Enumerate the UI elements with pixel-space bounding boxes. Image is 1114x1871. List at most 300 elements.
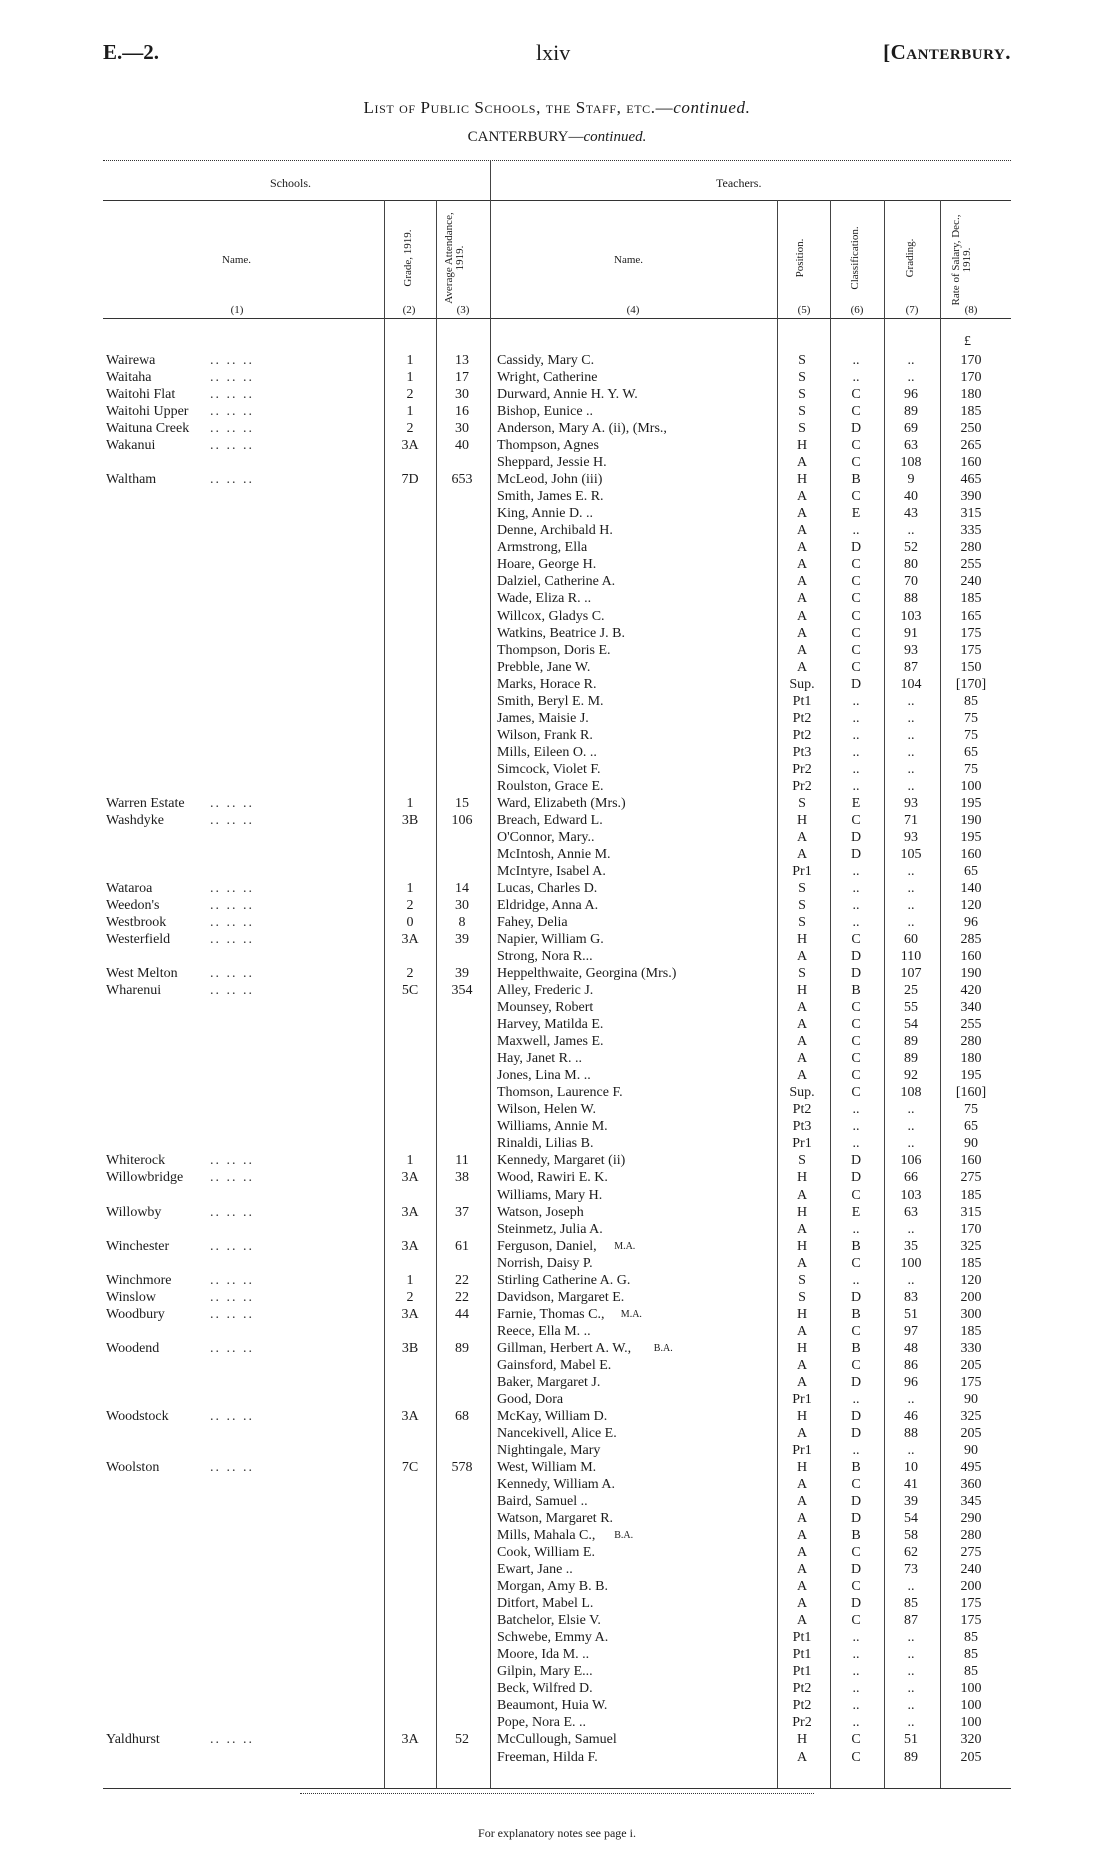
- table-row: [0, 454, 1114, 471]
- teacher-salary: 85: [964, 1647, 978, 1663]
- table-bottom-rule: [103, 1788, 1011, 1789]
- teacher-classification: C: [851, 1034, 861, 1050]
- leader-dots: .. .. ..: [210, 1408, 254, 1424]
- teacher-classification: B: [851, 1460, 861, 1475]
- table-row: [0, 556, 1114, 573]
- teacher-classification: D: [850, 676, 862, 692]
- school-name: Waitohi Upper: [106, 404, 189, 420]
- teacher-salary: 325: [960, 1238, 982, 1254]
- school-grade: 1: [406, 795, 414, 811]
- table-row: [0, 1323, 1114, 1340]
- table-row: [0, 1135, 1114, 1152]
- teacher-name: Roulston, Grace E.: [497, 778, 604, 794]
- table-row: [0, 1493, 1114, 1510]
- col-header-grading: Grading.: [904, 238, 916, 278]
- teacher-position: Pr2: [792, 1715, 812, 1731]
- teacher-classification: ..: [852, 1664, 860, 1680]
- school-name: Westerfield: [106, 932, 171, 947]
- teacher-name: Heppelthwaite, Georgina (Mrs.): [497, 966, 677, 982]
- table-bottom-dotted-rule: [300, 1793, 814, 1794]
- teacher-position: A: [796, 829, 808, 845]
- teacher-name: Fahey, Delia: [497, 915, 568, 930]
- average-attendance: 37: [455, 1204, 469, 1220]
- teacher-name: Beck, Wilfred D.: [497, 1681, 593, 1697]
- table-row: [0, 778, 1114, 795]
- table-row: [0, 897, 1114, 914]
- table-row: [0, 744, 1114, 761]
- school-name: Whiterock: [106, 1153, 166, 1169]
- teacher-salary: 65: [964, 1119, 978, 1135]
- teacher-salary: 140: [960, 880, 982, 896]
- table-row: [0, 1050, 1114, 1067]
- teacher-name: Ward, Elizabeth (Mrs.): [497, 795, 626, 811]
- teacher-salary: 170: [960, 370, 982, 385]
- teacher-salary: 275: [960, 1545, 982, 1561]
- teacher-name: Nightingale, Mary: [497, 1442, 601, 1458]
- teacher-salary: 240: [960, 1562, 982, 1578]
- teacher-grading: 88: [904, 591, 918, 607]
- table-row: [0, 1663, 1114, 1680]
- teacher-grading: 87: [904, 1613, 918, 1629]
- teacher-name: Jones, Lina M. ..: [497, 1068, 591, 1084]
- teacher-classification: D: [850, 421, 862, 437]
- teacher-grading: 86: [904, 1357, 918, 1373]
- teacher-classification: ..: [852, 1221, 860, 1237]
- teacher-classification: E: [851, 795, 861, 811]
- teacher-grading: 91: [904, 625, 918, 641]
- subtitle-continued: continued.: [583, 129, 647, 145]
- teacher-salary: 420: [960, 983, 982, 999]
- teacher-name: McIntyre, Isabel A.: [497, 863, 606, 879]
- teacher-position: A: [796, 1494, 808, 1509]
- teacher-salary: 205: [960, 1425, 982, 1441]
- teacher-position: Pr1: [792, 1391, 812, 1407]
- teacher-name: Smith, Beryl E. M.: [497, 693, 604, 709]
- school-grade: 2: [406, 387, 414, 403]
- teacher-position: A: [796, 1528, 808, 1544]
- teacher-salary: 100: [960, 778, 982, 794]
- school-name: Wataroa: [106, 880, 153, 896]
- table-row: [0, 1221, 1114, 1238]
- school-grade: 2: [406, 1289, 414, 1305]
- teacher-salary: 290: [960, 1511, 982, 1526]
- teacher-grading: ..: [907, 778, 915, 794]
- teacher-position: A: [796, 949, 808, 965]
- teacher-grading: 80: [904, 557, 918, 573]
- teacher-classification: C: [851, 1579, 861, 1595]
- school-grade: 1: [406, 404, 414, 420]
- table-row: [0, 659, 1114, 676]
- teacher-grading: 41: [904, 1477, 918, 1492]
- average-attendance: 68: [455, 1408, 469, 1424]
- average-attendance: 106: [451, 812, 473, 828]
- teacher-name: Cook, William E.: [497, 1545, 595, 1561]
- teacher-grading: 58: [904, 1528, 918, 1544]
- teacher-name: Moore, Ida M. ..: [497, 1647, 590, 1663]
- table-row: [0, 573, 1114, 590]
- teacher-name: Eldridge, Anna A.: [497, 898, 599, 913]
- teacher-position: A: [796, 1034, 808, 1050]
- school-grade: 3A: [401, 1408, 419, 1424]
- table-row: [0, 693, 1114, 710]
- teacher-name: Morgan, Amy B. B.: [497, 1579, 608, 1595]
- col-number: (7): [905, 304, 919, 316]
- teacher-salary: 165: [960, 608, 982, 624]
- teacher-grading: ..: [907, 1272, 915, 1288]
- table-row: [0, 761, 1114, 778]
- leader-dots: .. .. ..: [210, 983, 254, 999]
- school-name: Willowby: [106, 1204, 162, 1220]
- teacher-position: Pt2: [792, 727, 812, 743]
- teacher-classification: C: [851, 659, 861, 675]
- table-row: [0, 505, 1114, 522]
- teacher-salary: 390: [960, 489, 982, 505]
- teacher-name: Williams, Mary H.: [497, 1187, 603, 1203]
- teacher-classification: D: [850, 1153, 862, 1169]
- teacher-name: Mills, Mahala C.,: [497, 1528, 596, 1544]
- table-row: [0, 590, 1114, 607]
- teacher-salary: 90: [964, 1391, 978, 1407]
- teacher-salary: 75: [964, 761, 978, 777]
- teacher-grading: 93: [904, 829, 918, 845]
- table-row: [0, 1476, 1114, 1493]
- col-number: (5): [797, 304, 811, 316]
- teacher-grading: 48: [904, 1340, 918, 1356]
- teacher-name: Prebble, Jane W.: [497, 659, 591, 675]
- teacher-salary: 180: [960, 1051, 982, 1067]
- school-name: Yaldhurst: [106, 1732, 160, 1748]
- teacher-salary: 100: [960, 1715, 982, 1731]
- teacher-classification: D: [850, 1425, 862, 1441]
- school-name: Weedon's: [106, 898, 160, 913]
- school-grade: 1: [406, 880, 414, 896]
- teacher-grading: ..: [907, 880, 915, 896]
- teacher-classification: C: [851, 1613, 861, 1629]
- teacher-classification: ..: [852, 1102, 860, 1118]
- teacher-salary: [160]: [955, 1085, 987, 1101]
- teacher-grading: ..: [907, 1221, 915, 1237]
- average-attendance: 39: [455, 966, 469, 982]
- teacher-salary: 160: [960, 949, 982, 965]
- teacher-classification: ..: [852, 523, 860, 539]
- teacher-salary: 285: [960, 932, 982, 947]
- teacher-classification: C: [851, 489, 861, 505]
- teacher-salary: 325: [960, 1408, 982, 1424]
- average-attendance: 44: [455, 1306, 469, 1322]
- region-reference: [Canterbury.: [883, 40, 1011, 64]
- teacher-position: H: [796, 1732, 808, 1748]
- teacher-classification: ..: [852, 1136, 860, 1152]
- teacher-name: Gillman, Herbert A. W.,: [497, 1340, 632, 1356]
- teacher-degree: M.A.: [620, 1308, 642, 1320]
- school-grade: 7D: [401, 472, 419, 488]
- table-row: [0, 1357, 1114, 1374]
- teacher-grading: ..: [907, 710, 915, 726]
- table-row: [0, 1204, 1114, 1221]
- teacher-position: A: [796, 591, 808, 607]
- table-row: [0, 539, 1114, 556]
- teacher-position: Pr2: [792, 778, 812, 794]
- teacher-salary: 255: [960, 1017, 982, 1033]
- teacher-position: A: [796, 1017, 808, 1033]
- teacher-classification: ..: [852, 915, 860, 930]
- table-row: [0, 1289, 1114, 1306]
- teacher-salary: 90: [964, 1442, 978, 1458]
- teacher-salary: 265: [960, 438, 982, 454]
- school-name: Willowbridge: [106, 1170, 184, 1186]
- teacher-position: H: [796, 1460, 808, 1475]
- teacher-grading: ..: [907, 1630, 915, 1646]
- teacher-position: A: [796, 1545, 808, 1561]
- school-grade: 3A: [401, 1732, 419, 1748]
- table-row: [0, 948, 1114, 965]
- table-row: [0, 1680, 1114, 1697]
- teacher-salary: 240: [960, 574, 982, 590]
- teacher-name: McCullough, Samuel: [497, 1732, 617, 1748]
- teacher-classification: ..: [852, 353, 860, 368]
- teacher-salary: 175: [960, 1596, 982, 1612]
- teacher-name: Beaumont, Huia W.: [497, 1698, 608, 1714]
- teacher-name: Breach, Edward L.: [497, 812, 603, 828]
- teacher-position: A: [796, 625, 808, 641]
- table-row: [0, 1391, 1114, 1408]
- leader-dots: .. .. ..: [210, 370, 254, 385]
- table-row: [0, 1272, 1114, 1289]
- teacher-position: A: [796, 1068, 808, 1084]
- teacher-name: Simcock, Violet F.: [497, 761, 601, 777]
- teacher-classification: C: [851, 1085, 861, 1101]
- teacher-salary: 180: [960, 387, 982, 403]
- teacher-name: Steinmetz, Julia A.: [497, 1221, 603, 1237]
- teacher-salary: 160: [960, 1153, 982, 1169]
- teacher-grading: 104: [900, 676, 922, 692]
- school-name: Woodend: [106, 1340, 160, 1356]
- page-reference: E.—2.: [103, 40, 160, 64]
- teacher-salary: 360: [960, 1477, 982, 1492]
- teacher-name: O'Connor, Mary..: [497, 829, 595, 845]
- teacher-classification: C: [851, 812, 861, 828]
- table-row: [0, 369, 1114, 386]
- teacher-salary: 275: [960, 1170, 982, 1186]
- teacher-classification: ..: [852, 1442, 860, 1458]
- teacher-position: A: [796, 1357, 808, 1373]
- teacher-salary: 120: [960, 898, 982, 913]
- school-name: Waitaha: [106, 370, 152, 385]
- teacher-salary: 205: [960, 1357, 982, 1373]
- teacher-grading: 51: [904, 1732, 918, 1748]
- teacher-position: S: [798, 387, 806, 403]
- teacher-position: S: [798, 370, 806, 385]
- teacher-grading: 107: [900, 966, 922, 982]
- leader-dots: .. .. ..: [210, 966, 254, 982]
- col-header-classification: Classification.: [849, 226, 861, 290]
- teacher-salary: 75: [964, 710, 978, 726]
- teacher-position: S: [798, 795, 806, 811]
- teacher-classification: C: [851, 932, 861, 947]
- table-row: [0, 1306, 1114, 1323]
- teacher-grading: 110: [900, 949, 922, 965]
- teacher-name: Thompson, Agnes: [497, 438, 599, 454]
- teacher-name: Marks, Horace R.: [497, 676, 597, 692]
- teacher-grading: 63: [904, 438, 918, 454]
- teacher-position: H: [796, 438, 808, 454]
- col-header-position: Position.: [794, 238, 806, 278]
- school-grade: 3A: [401, 1204, 419, 1220]
- table-row: [0, 1561, 1114, 1578]
- teacher-salary: 195: [960, 795, 982, 811]
- table-row: [0, 1595, 1114, 1612]
- teacher-classification: ..: [852, 744, 860, 760]
- teacher-classification: E: [851, 506, 861, 522]
- teacher-classification: C: [851, 574, 861, 590]
- teacher-position: Pt2: [792, 1698, 812, 1714]
- teacher-name: Dalziel, Catherine A.: [497, 574, 616, 590]
- teacher-name: Gilpin, Mary E...: [497, 1664, 593, 1680]
- teacher-classification: ..: [852, 1630, 860, 1646]
- teacher-grading: 60: [904, 932, 918, 947]
- teacher-position: Pt1: [792, 1630, 812, 1646]
- title-continued: continued.: [673, 98, 751, 117]
- teacher-grading: 88: [904, 1425, 918, 1441]
- teacher-name: Schwebe, Emmy A.: [497, 1630, 609, 1646]
- teacher-name: Good, Dora: [497, 1391, 564, 1407]
- teacher-name: Ewart, Jane ..: [497, 1562, 573, 1578]
- school-grade: 3A: [401, 1238, 419, 1254]
- teacher-name: Anderson, Mary A. (ii), (Mrs.,: [497, 421, 667, 437]
- school-name: Warren Estate: [106, 795, 185, 811]
- teacher-salary: 190: [960, 812, 982, 828]
- average-attendance: 22: [455, 1272, 469, 1288]
- teacher-position: A: [796, 1323, 808, 1339]
- table-row: [0, 608, 1114, 625]
- teacher-classification: C: [851, 1017, 861, 1033]
- teacher-salary: 200: [960, 1579, 982, 1595]
- average-attendance: 16: [455, 404, 469, 420]
- teacher-classification: C: [851, 1000, 861, 1016]
- teacher-grading: 51: [904, 1306, 918, 1322]
- teacher-position: H: [796, 812, 808, 828]
- school-name: Wakanui: [106, 438, 156, 454]
- teacher-position: S: [798, 353, 806, 368]
- teacher-salary: 150: [960, 659, 982, 675]
- table-row: [0, 1425, 1114, 1442]
- school-grade: 3B: [401, 1340, 419, 1356]
- teacher-classification: ..: [852, 761, 860, 777]
- col-header-salary: Rate of Salary, Dec., 1919.: [950, 214, 973, 306]
- table-row: [0, 1374, 1114, 1391]
- school-grade: 1: [406, 370, 414, 385]
- school-grade: 0: [406, 915, 414, 930]
- teacher-grading: 83: [904, 1289, 918, 1305]
- teacher-name: Watson, Margaret R.: [497, 1511, 614, 1526]
- teacher-name: Wood, Rawiri E. K.: [497, 1170, 608, 1186]
- teacher-classification: C: [851, 625, 861, 641]
- teacher-grading: ..: [907, 1102, 915, 1118]
- teacher-position: A: [796, 523, 808, 539]
- col-header-school-name: Name.: [222, 254, 252, 266]
- leader-dots: .. .. ..: [210, 1732, 254, 1748]
- teacher-name: Baird, Samuel ..: [497, 1494, 588, 1509]
- school-name: Winslow: [106, 1289, 156, 1305]
- teacher-name: Norrish, Daisy P.: [497, 1255, 593, 1271]
- teacher-position: H: [796, 1170, 808, 1186]
- teacher-grading: 73: [904, 1562, 918, 1578]
- school-grade: 2: [406, 966, 414, 982]
- teacher-salary: 185: [960, 404, 982, 420]
- teacher-name: Ditfort, Mabel L.: [497, 1596, 594, 1612]
- teacher-position: A: [796, 1579, 808, 1595]
- teacher-position: Pt3: [792, 1119, 812, 1135]
- teacher-name: Mounsey, Robert: [497, 1000, 594, 1016]
- teacher-classification: ..: [852, 1272, 860, 1288]
- teacher-grading: ..: [907, 1136, 915, 1152]
- currency-symbol: £: [964, 334, 971, 349]
- teacher-salary: 195: [960, 829, 982, 845]
- teacher-name: Sheppard, Jessie H.: [497, 455, 607, 471]
- col-header-teacher-name: Name.: [614, 254, 644, 266]
- leader-dots: .. .. ..: [210, 1170, 254, 1186]
- teacher-position: H: [796, 1204, 808, 1220]
- teacher-grading: ..: [907, 915, 915, 930]
- table-row: [0, 1101, 1114, 1118]
- teacher-position: A: [796, 846, 808, 862]
- page-number: lxiv: [536, 40, 571, 65]
- col-number: (4): [626, 304, 640, 316]
- teacher-position: A: [796, 1221, 808, 1237]
- teacher-name: King, Annie D. ..: [497, 506, 594, 522]
- teacher-salary: 100: [960, 1698, 982, 1714]
- table-row: [0, 1340, 1114, 1357]
- leader-dots: .. .. ..: [210, 353, 254, 368]
- table-row: [0, 1646, 1114, 1663]
- leader-dots: .. .. ..: [210, 1460, 254, 1475]
- teacher-grading: 35: [904, 1238, 918, 1254]
- table-row: [0, 795, 1114, 812]
- teacher-position: Pt2: [792, 710, 812, 726]
- leader-dots: .. .. ..: [210, 1238, 254, 1254]
- teacher-position: A: [796, 1511, 808, 1526]
- teacher-classification: C: [851, 1051, 861, 1067]
- teacher-salary: 75: [964, 1102, 978, 1118]
- table-row: [0, 812, 1114, 829]
- teacher-salary: 96: [964, 915, 978, 930]
- teacher-position: S: [798, 880, 806, 896]
- teacher-classification: ..: [852, 370, 860, 385]
- teacher-grading: 105: [900, 846, 922, 862]
- school-name: West Melton: [106, 966, 178, 982]
- teacher-grading: 52: [904, 540, 918, 556]
- school-name: Wairewa: [106, 353, 156, 368]
- teacher-grading: ..: [907, 1119, 915, 1135]
- leader-dots: .. .. ..: [210, 1272, 254, 1288]
- teacher-salary: 315: [960, 1204, 982, 1220]
- teacher-position: S: [798, 966, 806, 982]
- leader-dots: .. .. ..: [210, 915, 254, 930]
- leader-dots: .. .. ..: [210, 1306, 254, 1322]
- teacher-name: Reece, Ella M. ..: [497, 1323, 591, 1339]
- teacher-degree: B.A.: [653, 1342, 673, 1354]
- leader-dots: .. .. ..: [210, 1153, 254, 1169]
- teacher-position: H: [796, 983, 808, 999]
- teacher-classification: C: [851, 1068, 861, 1084]
- table-row: [0, 1527, 1114, 1544]
- table-row: [0, 727, 1114, 744]
- col-number: (8): [964, 304, 978, 316]
- teacher-salary: 185: [960, 1255, 982, 1271]
- teacher-grading: 70: [904, 574, 918, 590]
- teacher-classification: ..: [852, 1681, 860, 1697]
- col-number: (1): [230, 304, 244, 316]
